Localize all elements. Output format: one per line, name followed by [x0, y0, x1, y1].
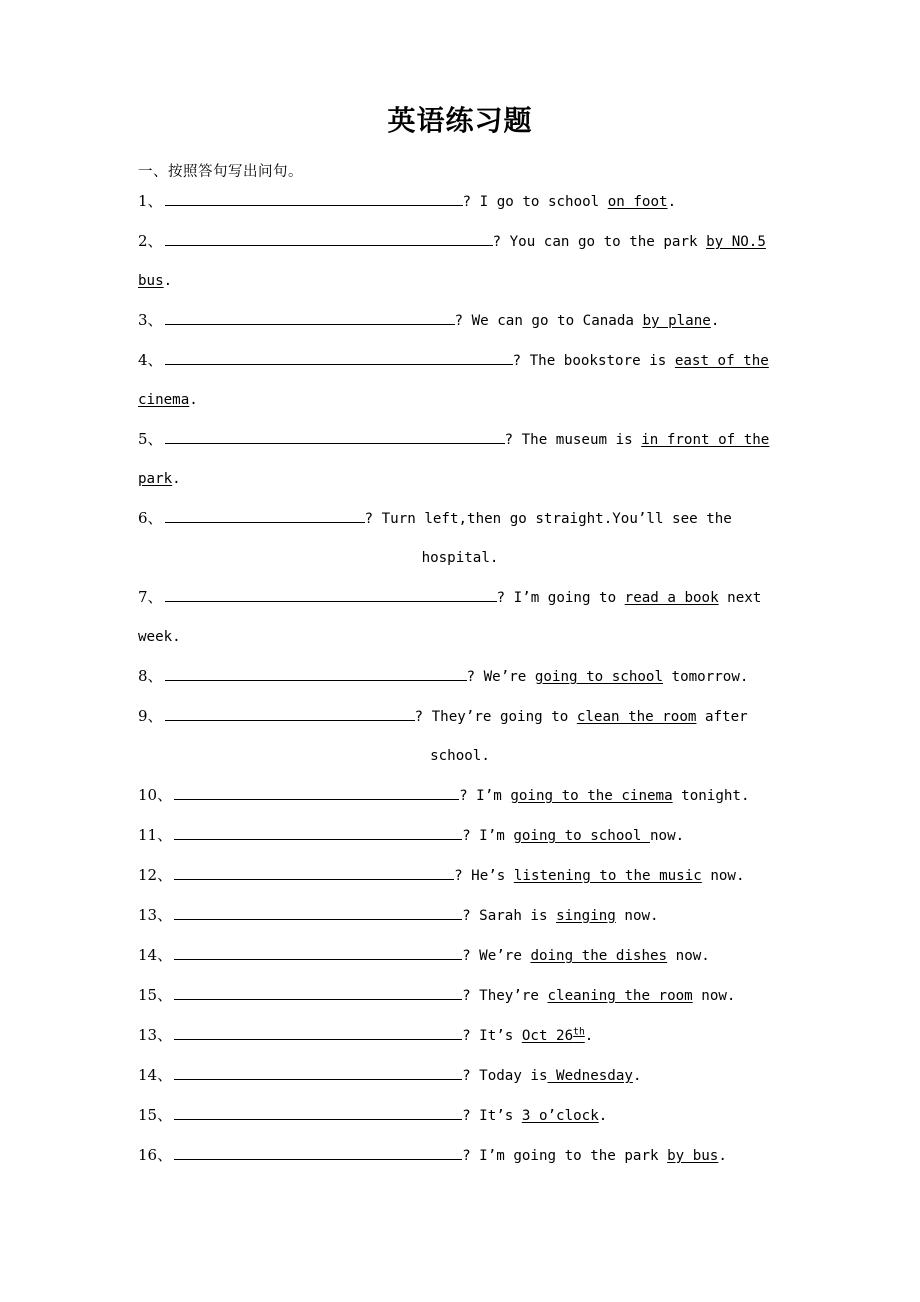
question-number: 13、: [138, 905, 173, 924]
answer-text: [493, 234, 766, 250]
answer-key-phrase: east of the: [674, 352, 769, 369]
answer-prefix: ? We can go to Canada: [454, 312, 643, 329]
answer-suffix: .: [584, 1027, 594, 1044]
answer-prefix: ? It’s: [462, 1027, 522, 1044]
answer-prefix: ? I’m going to: [496, 589, 625, 606]
question-row: [138, 976, 782, 1016]
question-row: [138, 856, 782, 896]
answer-wrap-line: [138, 460, 782, 499]
answer-key-phrase: by NO.5: [706, 233, 766, 250]
answer-wrap-line: week.: [138, 628, 181, 645]
answer-blank[interactable]: [174, 1145, 462, 1160]
question-number: 14、: [138, 1065, 173, 1084]
answer-text: [462, 1068, 641, 1084]
question-number: 10、: [138, 785, 173, 804]
answer-suffix: now.: [650, 827, 685, 844]
answer-text: [463, 194, 677, 210]
answer-blank[interactable]: [174, 1065, 462, 1080]
answer-prefix: ? It’s: [462, 1107, 522, 1124]
answer-suffix: after: [696, 708, 748, 725]
question-number: 2、: [138, 231, 163, 250]
question-number: 3、: [138, 310, 163, 329]
answer-key-phrase: in front of the: [641, 431, 770, 448]
answer-prefix: ? I go to school: [462, 193, 608, 210]
page-content: [138, 0, 782, 1176]
question-row: [138, 578, 782, 618]
answer-blank[interactable]: [174, 825, 462, 840]
answer-suffix: tomorrow.: [663, 668, 749, 685]
answer-blank[interactable]: [165, 231, 493, 246]
question-number: 8、: [138, 666, 163, 685]
answer-blank[interactable]: [165, 350, 513, 365]
answer-blank[interactable]: [174, 905, 462, 920]
answer-prefix: ? He’s: [454, 867, 514, 884]
answer-prefix: ? The bookstore is: [512, 352, 675, 369]
answer-key-phrase-wrap: bus: [138, 272, 164, 289]
answer-text: [462, 988, 735, 1004]
answer-blank[interactable]: [174, 945, 462, 960]
answer-text: [462, 908, 658, 924]
answer-key-phrase: read a book: [624, 589, 719, 606]
answer-key-phrase: going to school: [513, 827, 651, 844]
answer-text: [462, 948, 710, 964]
answer-key-phrase: by bus: [667, 1147, 719, 1164]
answer-blank[interactable]: [165, 587, 497, 602]
question-row: [138, 182, 782, 222]
answer-suffix: now.: [701, 867, 745, 884]
question-list: [138, 182, 782, 1176]
answer-key-phrase: on foot: [607, 193, 668, 210]
answer-prefix: ? They’re going to: [414, 708, 577, 725]
answer-wrap-suffix: .: [189, 391, 198, 408]
page-title: 英语练习题: [387, 104, 533, 137]
question-row: [138, 499, 782, 539]
question-row: [138, 341, 782, 381]
question-number: 16、: [138, 1145, 173, 1164]
question-row: [138, 697, 782, 737]
answer-blank[interactable]: [174, 1105, 462, 1120]
question-row: [138, 1056, 782, 1096]
section-heading: 一、按照答句写出问句。: [138, 163, 303, 180]
ordinal-suffix: th: [573, 1026, 585, 1038]
answer-wrap-line: hospital.: [421, 549, 499, 566]
answer-key-phrase: going to school: [534, 668, 664, 685]
answer-suffix: .: [632, 1067, 642, 1084]
answer-key-phrase: Oct 26th: [521, 1026, 585, 1044]
question-row: [138, 1096, 782, 1136]
answer-suffix: .: [718, 1147, 727, 1164]
answer-text: [462, 828, 684, 844]
question-number: 5、: [138, 429, 163, 448]
answer-text: [462, 1148, 727, 1164]
question-number: 9、: [138, 706, 163, 725]
answer-prefix: ? I’m: [459, 787, 511, 804]
answer-prefix: ? You can go to the park: [492, 233, 707, 250]
answer-prefix: ? We’re: [466, 668, 535, 685]
question-number: 1、: [138, 191, 163, 210]
answer-text: [467, 669, 749, 685]
question-row: [138, 301, 782, 341]
answer-key-phrase: 3 o’clock: [521, 1107, 599, 1124]
answer-prefix: ? I’m going to the park: [462, 1147, 668, 1164]
answer-text: [455, 313, 720, 329]
answer-suffix: now.: [615, 907, 659, 924]
answer-blank[interactable]: [165, 666, 467, 681]
answer-blank[interactable]: [165, 429, 505, 444]
answer-blank[interactable]: [165, 508, 365, 523]
question-row: [138, 776, 782, 816]
answer-blank[interactable]: [174, 985, 462, 1000]
answer-wrap-line: school.: [430, 747, 490, 764]
question-number: 12、: [138, 865, 173, 884]
answer-text: [497, 590, 762, 606]
answer-suffix: .: [598, 1107, 608, 1124]
question-row: [138, 1136, 782, 1176]
answer-wrap-line: [138, 381, 782, 420]
answer-key-phrase: going to the cinema: [510, 787, 673, 804]
answer-text: [462, 1108, 607, 1124]
question-number: 4、: [138, 350, 163, 369]
question-number: 6、: [138, 508, 163, 527]
answer-prefix: ? We’re: [462, 947, 531, 964]
answer-prefix: ? Today is: [462, 1067, 548, 1084]
answer-blank[interactable]: [165, 706, 415, 721]
answer-text: [462, 1028, 593, 1044]
answer-key-phrase: cleaning the room: [547, 987, 693, 1004]
question-row: [138, 896, 782, 936]
question-row: [138, 657, 782, 697]
answer-prefix: ? They’re: [462, 987, 548, 1004]
question-number: 15、: [138, 1105, 173, 1124]
answer-key-phrase: Wednesday: [547, 1067, 633, 1084]
answer-key-phrase: listening to the music: [513, 867, 702, 884]
answer-prefix: ? The museum is: [504, 431, 642, 448]
question-number: 14、: [138, 945, 173, 964]
answer-key-phrase: doing the dishes: [530, 947, 668, 964]
question-number: 11、: [138, 825, 173, 844]
answer-blank[interactable]: [174, 1025, 462, 1040]
answer-text: [454, 868, 744, 884]
question-number: 7、: [138, 587, 163, 606]
answer-prefix: ? Sarah is: [462, 907, 557, 924]
answer-wrap-suffix: .: [172, 470, 181, 487]
question-row: [138, 420, 782, 460]
question-number: 13、: [138, 1025, 173, 1044]
answer-key-phrase: clean the room: [576, 708, 697, 725]
answer-text: [415, 709, 748, 725]
answer-prefix: ? I’m: [462, 827, 514, 844]
answer-blank[interactable]: [165, 191, 463, 206]
question-row: [138, 816, 782, 856]
answer-prefix: ? Turn left,then go straight.You’ll see the: [364, 510, 732, 527]
answer-suffix: .: [710, 312, 720, 329]
answer-blank[interactable]: [174, 785, 459, 800]
answer-text: [513, 353, 769, 369]
answer-text: [365, 511, 732, 527]
answer-suffix: .: [667, 193, 677, 210]
answer-blank[interactable]: [174, 865, 454, 880]
answer-blank[interactable]: [165, 310, 455, 325]
answer-key-phrase: by plane: [642, 312, 711, 329]
answer-suffix: now.: [667, 947, 710, 964]
question-number: 15、: [138, 985, 173, 1004]
answer-suffix: tonight.: [672, 787, 750, 804]
answer-key-phrase: singing: [556, 907, 616, 924]
answer-wrap-line: [138, 262, 782, 301]
answer-text: [505, 432, 770, 448]
question-row: [138, 1016, 782, 1056]
answer-text: [459, 788, 749, 804]
answer-wrap-suffix: .: [163, 272, 173, 289]
question-row: [138, 936, 782, 976]
answer-key-phrase-wrap: park: [138, 470, 173, 487]
answer-suffix: next: [718, 589, 762, 606]
answer-suffix: now.: [692, 987, 736, 1004]
answer-key-phrase-wrap: cinema: [138, 391, 190, 408]
question-row: [138, 222, 782, 262]
